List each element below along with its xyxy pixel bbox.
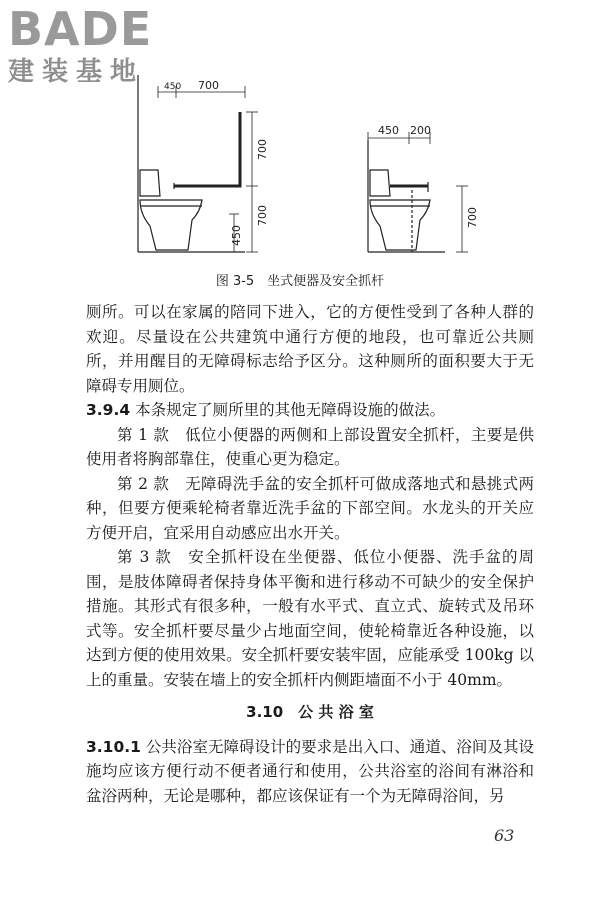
toilet-grab-bar-figure — [0, 60, 600, 260]
right-elevation-drawing — [368, 140, 445, 252]
left-dim-upper-height: 700 — [256, 139, 269, 160]
clause-text: 公共浴室无障碍设计的要求是出入口、通道、浴间及其设施均应该方便行动不便者通行和使用，公共浴室的浴间有淋浴和盆浴两种，无论是哪种，都应该保证有一个为无障碍浴间，另 — [86, 737, 534, 805]
clause-3-9-4 — [86, 398, 534, 423]
left-dim-seat-height: 450 — [230, 225, 243, 246]
right-dimensions — [368, 124, 479, 252]
clause-text: 本条规定了厕所里的其他无障碍设施的做法。 — [135, 401, 446, 419]
left-dim-top-width: 700 — [198, 79, 219, 92]
item-1: 第 1 款 低位小便器的两侧和上部设置安全抓杆，主要是供使用者将胸部靠住，使重心更为稳定。 — [86, 425, 534, 468]
logo-subtitle: 建装基地 — [8, 57, 145, 87]
body-text — [86, 300, 534, 808]
left-dim-middle-height: 700 — [256, 205, 269, 226]
left-elevation-drawing — [138, 75, 245, 252]
clause-3-10-1 — [86, 735, 534, 809]
right-dim-height: 700 — [466, 207, 479, 228]
right-dim-depth-b: 200 — [410, 124, 431, 137]
right-dim-depth-a: 450 — [378, 124, 399, 137]
page-number: 63 — [494, 826, 515, 845]
clause-number: 3.10.1 — [86, 737, 141, 756]
logo-brand: BADE — [8, 2, 153, 56]
item-2: 第 2 款 无障碍洗手盆的安全抓杆可做成落地式和悬挑式两种，但要方便乘轮椅者靠近洗手盆的下部空间。水龙头的开关应方便开启，宜采用自动感应出水开关。 — [86, 474, 534, 542]
figure-caption: 图 3-5 坐式便器及安全抓杆 — [215, 274, 385, 289]
left-dim-top-small: 450 — [164, 82, 182, 92]
left-dimensions — [158, 79, 269, 252]
paragraph-continuation: 厕所。可以在家属的陪同下进入，它的方便性受到了各种人群的欢迎。尽量设在公共建筑中通行方便的地段，也可靠近公共厕所，并用醒目的无障碍标志给予区分。这种厕所的面积要大于无障碍专用厕位。 — [86, 303, 534, 395]
clause-number: 3.9.4 — [86, 401, 131, 419]
item-3: 第 3 款 安全抓杆设在坐便器、低位小便器、洗手盆的周围，是肢体障碍者保持身体平衡和进行移动不可缺少的安全保护措施。其形式有很多种，一般有水平式、直立式、旋转式及吊环式等。安全抓杆要尽量少占地面空间，使轮椅靠近各种设施，以达到方便的使用效果。安全抓杆要安装牢固，应能承受 100kg 以上的重量。安装在墙上的安全抓杆内侧距墙面不小于 40mm。 — [86, 548, 534, 689]
section-heading: 3.10 公 共 浴 室 — [246, 703, 374, 721]
